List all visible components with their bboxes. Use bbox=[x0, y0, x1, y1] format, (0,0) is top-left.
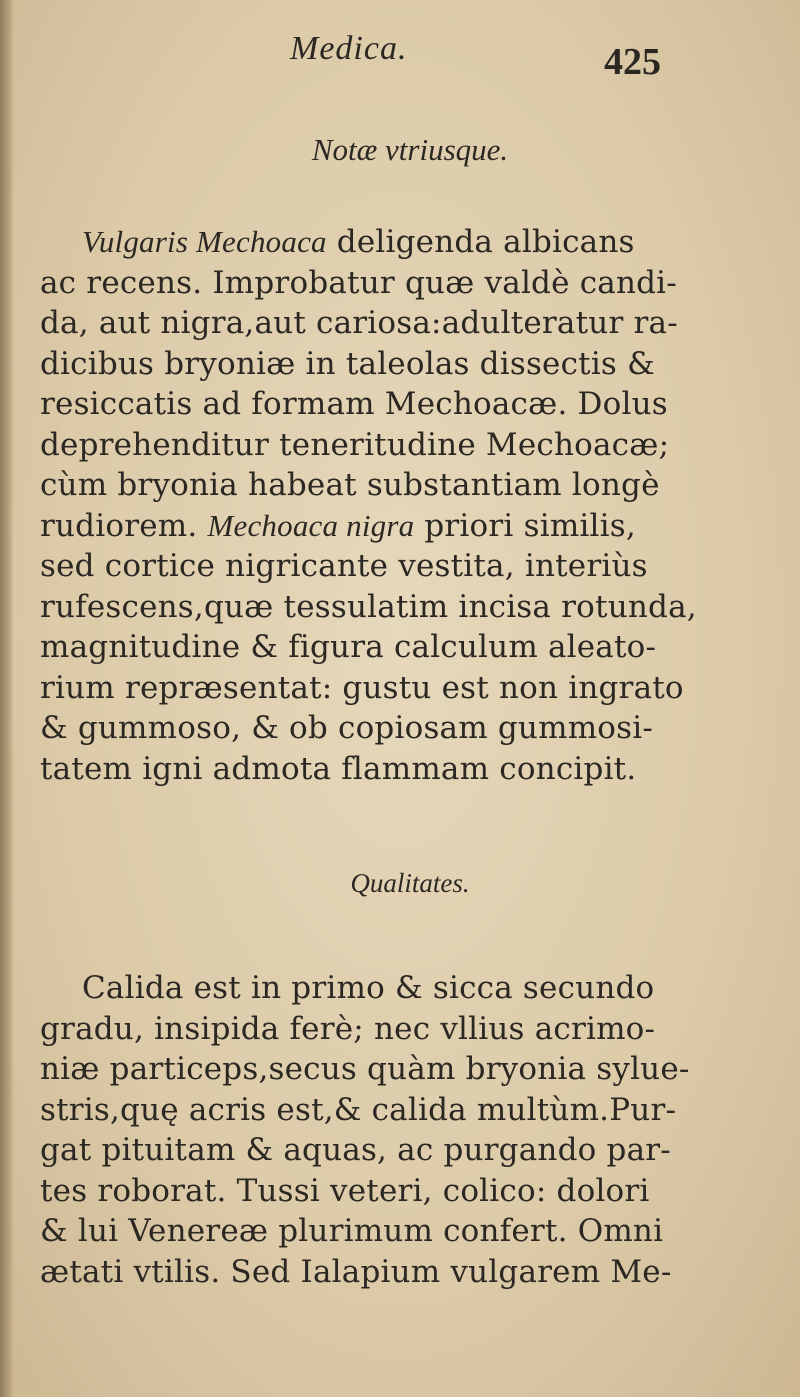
text-line: rium repræsentat: gustu est non ingrato bbox=[40, 669, 684, 706]
text-line: resiccatis ad formam Mechoacæ. Dolus bbox=[40, 386, 668, 422]
page-gutter bbox=[0, 0, 14, 1397]
text-line: & gummoso, & ob copiosam gummosi- bbox=[40, 710, 654, 746]
text-line bbox=[40, 222, 800, 263]
text-line: ac recens. Improbatur quæ valdè candi- bbox=[40, 264, 677, 301]
running-head: Medica. bbox=[290, 30, 408, 67]
text-span: rudiorem. bbox=[40, 507, 208, 544]
text-line: niæ particeps,secus quàm bryonia sylue- bbox=[40, 1051, 690, 1087]
text-line: da, aut nigra,aut cariosa:adulteratur ra- bbox=[40, 305, 678, 341]
text-line: gradu, insipida ferè; nec vllius acrimo- bbox=[40, 1010, 656, 1047]
text-line: cùm bryonia habeat substantiam longè bbox=[40, 467, 660, 503]
text-line: stris,quę acris est,& calida multùm.Pur- bbox=[40, 1091, 677, 1128]
text-line bbox=[40, 506, 800, 547]
page-number: 425 bbox=[604, 41, 661, 83]
text-line: dicibus bryoniæ in taleolas dissectis & bbox=[40, 345, 655, 382]
text-line: tes roborat. Tussi veteri, colico: dolori bbox=[40, 1172, 650, 1209]
section-heading-qualitates: Qualitates. bbox=[350, 868, 470, 898]
text-line: magnitudine & figura calculum aleato- bbox=[40, 629, 657, 665]
section-heading-notae: Notæ vtriusque. bbox=[311, 132, 509, 167]
text-line: deprehenditur teneritudine Mechoacæ; bbox=[40, 426, 670, 463]
text-span: priori similis, bbox=[414, 507, 636, 544]
text-line: sed cortice nigricante vestita, interiùs bbox=[40, 548, 648, 584]
italic-term: Vulgaris Mechoaca bbox=[82, 224, 327, 259]
text-line: rufescens,quæ tessulatim incisa rotunda, bbox=[40, 588, 697, 625]
italic-term: Mechoaca nigra bbox=[207, 507, 415, 543]
text-line: ætati vtilis. Sed Ialapium vulgarem Me- bbox=[40, 1253, 672, 1290]
text-line: Calida est in primo & sicca secundo bbox=[82, 970, 655, 1006]
text-line: tatem igni admota flammam concipit. bbox=[40, 750, 637, 787]
paragraph-qualitates bbox=[40, 968, 800, 1292]
text-span: deligenda albicans bbox=[326, 224, 635, 260]
text-line: & lui Venereæ plurimum confert. Omni bbox=[40, 1213, 664, 1249]
text-line: gat pituitam & aquas, ac purgando par- bbox=[40, 1132, 671, 1168]
paragraph-notae bbox=[40, 222, 800, 789]
